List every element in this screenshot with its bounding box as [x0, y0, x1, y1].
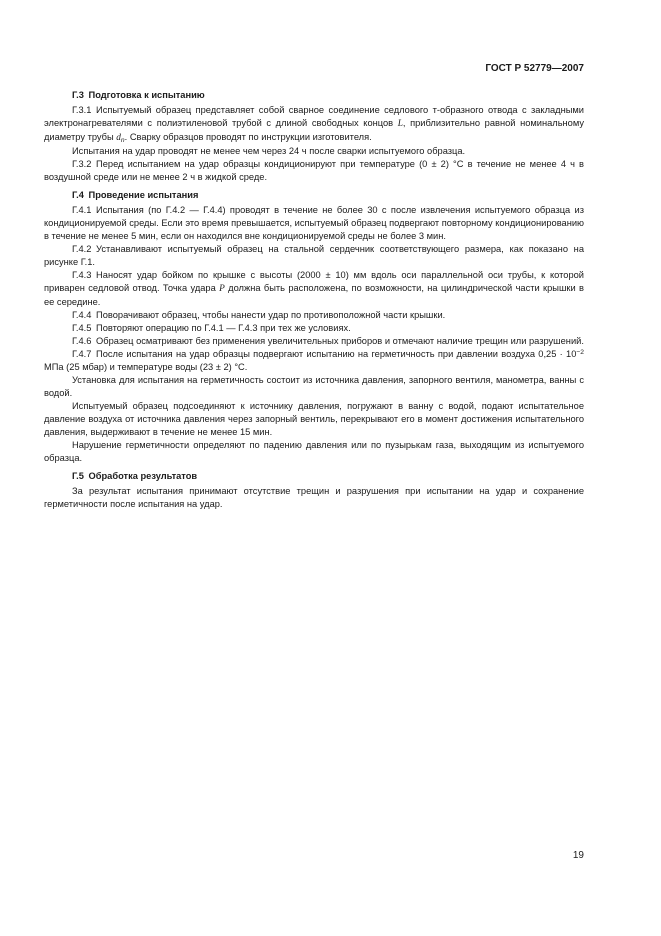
- paragraph: Испытуемый образец подсоединяют к источнику давления, погружают в ванну с водой, подают испытательное давление воздуха от источника давления через запорный вентиль, перекрывают его в момент достижения испытательного давления, выдерживают в течение не менее 15 мин.: [44, 401, 584, 437]
- document-header: ГОСТ Р 52779—2007: [485, 63, 584, 74]
- paragraph: Нарушение герметичности определяют по падению давления или по пузырькам газа, выходящим из испытуемого образца.: [44, 440, 584, 463]
- paragraph: За результат испытания принимают отсутствие трещин и разрушения при испытании на удар и сохранение герметичности после испытания на удар.: [44, 486, 584, 509]
- page-number: 19: [572, 850, 584, 861]
- paragraph: Г.4.1 Испытания (по Г.4.2 — Г.4.4) проводят в течение не более 30 с после извлечения испытуемого образца из кондиционируемой среды. Если это время превышается, испытуемый образец подвергают повторному кондиционированию в течение не менее 5 мин, если он находился вне кондиционируемой среды не более 3 мин.: [44, 205, 584, 241]
- paragraph: Установка для испытания на герметичность состоит из источника давления, запорного вентиля, манометра, ванны с водой.: [44, 375, 584, 398]
- paragraph: Г.3.1 Испытуемый образец представляет собой сварное соединение седлового т-образного отвода с закладными электронагревателями с полиэтиленовой трубой с длиной свободных концов L, приблизительно равной номинальному диаметру трубы $d_n$. Сварку образцов проводят по инструкции изготовителя.: [44, 105, 584, 144]
- document-content: [44, 62, 584, 511]
- paragraph: Испытания на удар проводят не менее чем через 24 ч после сварки испытуемого образца.: [72, 146, 466, 156]
- paragraph: Г.3.2 Перед испытанием на удар образцы кондиционируют при температуре (0 ± 2) °С в течение не менее 4 ч в воздушной среде или не менее 2 ч в жидкой среде.: [44, 159, 584, 182]
- document-body: [44, 89, 584, 511]
- section-heading: Г.4 Проведение испытания: [72, 190, 199, 200]
- paragraph: Г.4.6 Образец осматривают без применения увеличительных приборов и отмечают наличие трещин или разрушений.: [72, 336, 584, 346]
- paragraph: Г.4.3 Наносят удар бойком по крышке с высоты (2000 ± 10) мм вдоль оси параллельной оси трубы, к которой приварен седловой отвод. Точка удара Р должна быть расположена, по возможности, на цилиндрической части крышки в ее середине.: [44, 270, 584, 307]
- paragraph: Г.4.4 Поворачивают образец, чтобы нанести удар по противоположной части крышки.: [72, 310, 446, 320]
- paragraph: Г.4.7 После испытания на удар образцы подвергают испытанию на герметичность при давлении воздуха $0,25 \cdot 10^{-2}$ МПа (25 мбар) и температуре воды (23 ± 2) °С.: [44, 348, 584, 372]
- paragraph: Г.4.2 Устанавливают испытуемый образец на стальной сердечник соответствующего размера, как показано на рисунке Г.1.: [44, 244, 584, 267]
- section-heading: Г.3 Подготовка к испытанию: [72, 90, 205, 100]
- paragraph: Г.4.5 Повторяют операцию по Г.4.1 — Г.4.3 при тех же условиях.: [72, 323, 351, 333]
- section-heading: Г.5 Обработка результатов: [72, 471, 198, 481]
